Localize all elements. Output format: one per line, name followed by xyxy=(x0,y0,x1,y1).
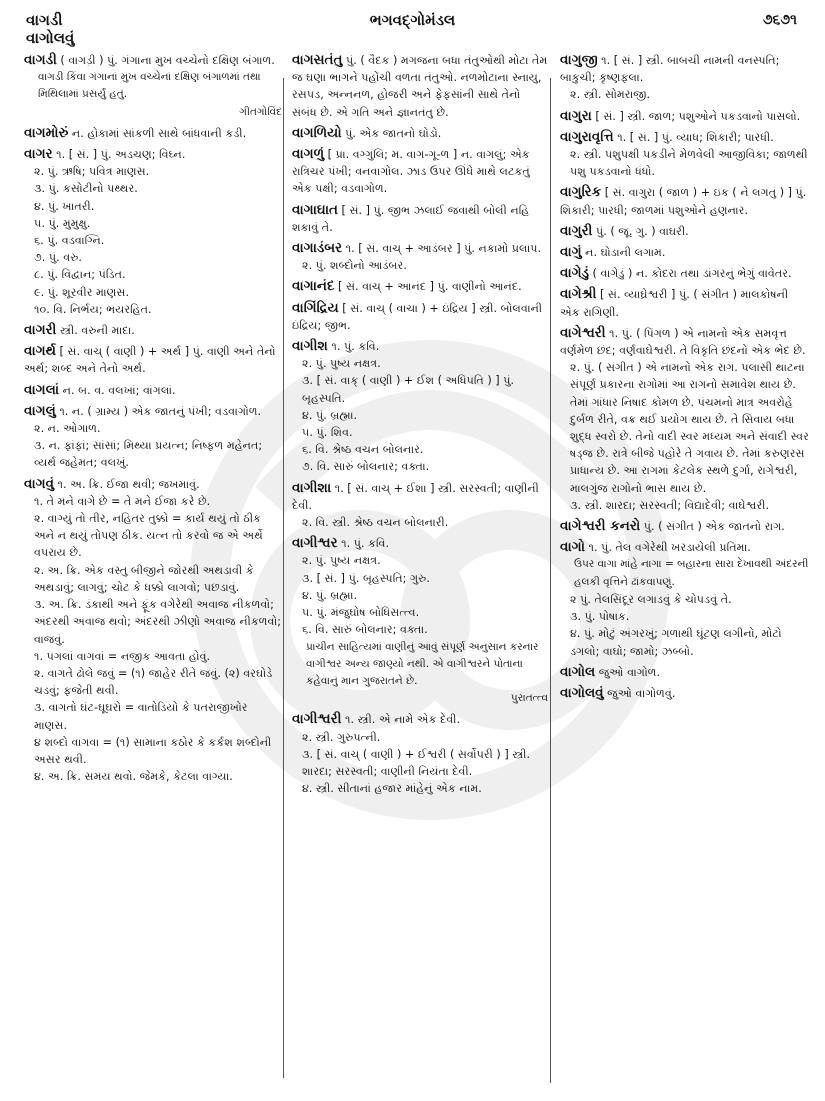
entry-definition xyxy=(560,286,810,320)
quote-source: ગીતગોવિંદ xyxy=(239,105,282,118)
entry-definition xyxy=(292,146,548,198)
sense-item: ૪. પું. મોટું અંગરખું; ગળાથી ઘૂંટણ લગીનો, મોટો ડગલો; વાઘો; જામો; ઝબ્બો. xyxy=(570,627,782,658)
entry-definition xyxy=(560,52,810,86)
definition-text: [ સં. વ્યાઘ્રેશ્વરી ] પું. ( સંગીત ) માલકોષની એક રાગિણી. xyxy=(560,288,789,319)
sense-item: ૨. વાગતે ઢોલે જવું = (૧) જાહેર રીતે જવું. (૨) વરઘોડે ચડવું; ફજેતી થવી. xyxy=(34,666,273,698)
entry-definition xyxy=(292,535,548,552)
headword: વાગેડું xyxy=(560,265,589,282)
entry-definition xyxy=(560,664,810,681)
headword: વાગાનંદ xyxy=(292,278,335,295)
sense-item: ૨. પું. ઋષિ; પવિત્ર માણસ. xyxy=(34,165,150,179)
dictionary-entry xyxy=(24,382,282,399)
definition-text: ૧. પું. તેલ વગેરેથી ખરડાયેલી પ્રતિમા. xyxy=(584,541,751,555)
sense-item: ૪. પું. બ્રહ્મા. xyxy=(302,408,358,422)
definition-text: [ સં. વાગુરા ( જાળ ) + ઇક ( ને લગતું ) ] પું. શિકારી; પારધી; જાળમાં પશુઓને હણનાર. xyxy=(560,186,807,217)
entry-definition xyxy=(560,325,810,359)
dictionary-entry xyxy=(24,322,282,339)
sense-item: ૨. વિ. સ્ત્રી. શ્રેષ્ઠ વચન બોલનારી. xyxy=(302,516,449,530)
quote-source: પુરાતત્ત્વ xyxy=(510,692,548,705)
entry-definition xyxy=(560,108,810,125)
headword: વાગર્થ xyxy=(24,343,56,360)
entry-definition xyxy=(560,129,810,146)
headword: વાગીશ્વરી xyxy=(292,711,342,728)
headword: વાગળિયો xyxy=(292,124,342,141)
definition-text: ૧. ન. ( ગ્રામ્ય ) એક જાતનું પંખી; વડવાગોળ. xyxy=(55,404,262,418)
dictionary-entry xyxy=(560,518,810,535)
entry-definition xyxy=(292,338,548,355)
sense-item: ૨. સ્ત્રી. ગુરુપત્ની. xyxy=(302,730,381,744)
definition-text: ( વાગેડું ) ન. કોદરા તથા ડાંગરનું ભેગું વાવેતર. xyxy=(589,267,792,281)
sense-item: ૩. અ. ક્રિ. ડંકાથી અને ફૂંક વગેરેથી અવાજ નીકળવો; અંદરથી અવાજ થવો; અંદરથી ઝીણો અવાજ નીકળવો; વાજવું. xyxy=(34,598,282,646)
sense-item: ૭. વિ. સારું બોલનાર; વક્તા. xyxy=(302,460,430,474)
dictionary-entry xyxy=(560,223,810,240)
sense-item: ૩. [ સં. ] પું. બૃહસ્પતિ; ગુરુ. xyxy=(302,571,430,585)
entry-definition xyxy=(292,240,548,257)
sense-item: ૩. પું. કસોટીનો પથ્થર. xyxy=(34,182,138,196)
definition-text: ( વાગડ઼ી ) પું. ગંગાના મુખ વચ્ચેનો દક્ષિણ બંગાળ. xyxy=(56,54,275,67)
headword: વાગીશ્વર xyxy=(292,535,338,552)
headword: વાગો xyxy=(560,539,585,556)
headword: વાગડી xyxy=(24,52,57,68)
headword: વાગમોરું xyxy=(24,124,69,141)
entry-definition xyxy=(560,265,810,282)
entry-definition xyxy=(24,403,282,420)
dictionary-entry xyxy=(560,664,810,681)
sense-item: ૩. વાગતો ઘંટ-ઘૂઘરો = વાતોડિયો કે પતરાજીખોર માણસ. xyxy=(34,701,248,732)
entry-definition xyxy=(560,223,810,240)
definition-text: [ સં. વાચ્ ( વાણી ) + અર્થ ] પું. વાણી અને તેનો અર્થ; શબ્દ અને તેનો અર્થ. xyxy=(24,345,276,376)
guide-word-last: વાગોલવું xyxy=(26,29,75,47)
dictionary-entry xyxy=(560,184,810,218)
entry-definition xyxy=(24,322,282,339)
definition-text: ૧. [ સં. વાચ્ + આડંબર ] પું. નકામો પ્રલાપ. xyxy=(342,242,542,256)
dictionary-entry xyxy=(292,711,548,797)
headword: વાગુરા xyxy=(560,107,592,124)
headword: વાગરી xyxy=(24,322,57,339)
sense-item: ૩. પું. પોષાક. xyxy=(570,610,630,624)
dictionary-entry xyxy=(560,685,810,702)
definition-text: જુઓ વાગોળવું. xyxy=(603,686,676,700)
sense-item: ૧. પગલાં વાગવાં = નજીક આવતા હોવું. xyxy=(34,649,211,663)
headword: વાગેશ્વરી xyxy=(560,324,606,341)
sense-item: ૨. સ્ત્રી. સોમરાજી. xyxy=(570,88,651,102)
page-header xyxy=(0,0,825,50)
sense-item: ૨. પું. ( સંગીત ) એ નામનો એક રાગ. પલાસી થાટના સંપૂર્ણ પ્રકારના રાગોમાં આ રાગનો સમાવેશ થાય છે. તેમાં ગાંધાર નિષાદ કોમળ છે. પંચમનો માત્ર અવરોહે દુર્બળ રીતે, વક્ર થઈ પ્રયોગ થાય છે. તે સિવાય બધા શુદ્ધ સ્વરો છે. તેનો વાદી સ્વર મધ્યમ અને સંવાદી સ્વર ષડ્જ છે. રાત્રે બીજે પહોરે તે ગવાય છે. તેમાં કરુણરસ પ્રાધાન્ય છે. આ રાગમાં કેટલેક સ્થળે દુર્ગા, રાગેશ્વરી, માલગુંજ રાગોનો ભાસ થાય છે. xyxy=(570,361,809,495)
headword: વાગુરાવૃત્તિ xyxy=(560,128,614,145)
definition-text: ૧. [ સં. વાચ્ + ઈશા ] સ્ત્રી. સરસ્વતી; વાણીની દેવી. xyxy=(292,481,539,512)
entry-definition xyxy=(560,184,810,218)
definition-text: જુઓ વાગોળ. xyxy=(595,665,661,679)
entry-definition xyxy=(24,343,282,377)
dictionary-entry xyxy=(292,202,548,236)
dictionary-entry xyxy=(292,300,548,334)
headword: વાગલાં xyxy=(24,381,60,398)
entry-definition xyxy=(24,52,282,69)
headword: વાગેશ્રી xyxy=(560,286,597,303)
column-divider xyxy=(550,78,551,1083)
sense-item: ૨. અ. ક્રિ. એક વસ્તુ બીજીને જોરથી અથડાવી કે અથડાવું; લાગવું; ચોટ કે ધક્કો લાગવો; પછડાવું. xyxy=(34,563,254,594)
dictionary-entry xyxy=(560,325,810,514)
sense-item: ૪. અ. ક્રિ. સમય થવો. જેમકે, કેટલા વાગ્યા. xyxy=(34,770,233,784)
entry-definition xyxy=(24,382,282,399)
dictionary-entry xyxy=(292,240,548,274)
headword: વાગર xyxy=(24,146,53,163)
dictionary-entry xyxy=(292,480,548,532)
definition-text: ન. બ. વ. વલખાં; વાંગલાં. xyxy=(59,383,176,397)
dictionary-entry xyxy=(292,52,548,121)
dictionary-entry xyxy=(24,52,282,121)
definition-text: પું. ( વૈદક ) મગજના બધા તંતુઓથી મોટા તેમ જ ઘણા ભાગને પહોંચી વળતા તંતુઓ. નળમોટાના સ્નાયુ, રસપડ, અન્નનળ, હોજરી અને ફેફસાંની સાથે તેનો સંબંધ છે. એ ગતિ અને જ્ઞાનતંતુ છે. xyxy=(292,54,548,119)
entry-definition xyxy=(24,476,282,493)
headword: વાગુજી xyxy=(560,52,598,68)
headword: વાગીશા xyxy=(292,479,332,496)
definition-text: ૧. પું. કવિ. xyxy=(327,340,380,354)
headword: વાગળું xyxy=(292,146,325,163)
entry-definition xyxy=(24,125,282,142)
entry-definition xyxy=(292,125,548,142)
page-number: ૭૬૭૧ xyxy=(762,12,797,28)
dictionary-entry xyxy=(560,539,810,659)
usage-quote: પ્રાચીન સાહિત્યમાં વાણીનું આવું સંપૂર્ણ અનુસાન કરનાર વાગીશ્વર અન્ય જાણ્યો નથી. એ વાગીશ્વરને પોતાના કહેવાનું માન ગુજરાતને છે. xyxy=(306,640,539,687)
dictionary-column-3 xyxy=(560,52,810,1093)
entry-definition xyxy=(292,278,548,295)
sense-item: ૨ પું. તેલસિંદૂર લગાડવું કે ચોપડવું તે. xyxy=(570,592,732,606)
headword: વાગલું xyxy=(24,402,56,419)
sense-item: ૪. પું. બ્રહ્મા. xyxy=(302,588,358,602)
headword: વાગુરી xyxy=(560,222,593,239)
sense-item: ૯. પું. શૂરવીર માણસ. xyxy=(34,285,130,299)
definition-text: ૧. [ સં. ] સ્ત્રી. બાબચી નામની વનસ્પતિ; બાકુચી; કૃષ્ણફલા. xyxy=(560,54,780,85)
dictionary-entry xyxy=(560,129,810,181)
sense-item: ૫. પું. મંજુઘોષ બોધિસત્ત્વ. xyxy=(302,606,420,620)
sense-item: ૮. પું. વિદ્વાન; પંડિત. xyxy=(34,268,126,282)
page-title: ભગવદ્ગોમંડલ xyxy=(369,11,456,29)
sense-item: ૭. પું. વરુ. xyxy=(34,251,82,265)
sense-item: ૧૦. વિ. નિર્ભય; ભયરહિત. xyxy=(34,302,152,316)
dictionary-entry xyxy=(292,146,548,198)
dictionary-entry xyxy=(24,343,282,377)
usage-quote: ઉપર વાગા માંહે નાગા = બહારના સારા દેખાવથી અંદરની હલકી વૃત્તિને ઢાંકવાપણું. xyxy=(574,558,809,588)
dictionary-entry xyxy=(560,265,810,282)
definition-text: ન. હોકામાં સાંકળી સાથે બાંધવાની કડી. xyxy=(68,126,247,140)
headword: વાગાઘાત xyxy=(292,201,338,218)
definition-text: ૧. [ સં. ] પું. અડચણ; વિઘ્ન. xyxy=(52,148,186,162)
definition-text: [ સં. ] પું. જીભ ઝલાઈ જવાથી બોલી નહિ શકાવું તે. xyxy=(292,203,530,234)
sense-item: ૩. [ સં. વાક્ ( વાણી ) + ઈશ ( અધિપતિ ) ] પું. બૃહસ્પતિ. xyxy=(302,374,515,405)
definition-text: પું. ( સંગીત ) એક જાતનો રાગ. xyxy=(640,520,785,534)
headword: વાગવું xyxy=(24,475,54,492)
dictionary-entry xyxy=(292,535,548,707)
dictionary-entry xyxy=(24,125,282,142)
entry-definition xyxy=(560,244,810,261)
sense-item: ૬. વિ. શ્રેષ્ઠ વચન બોલનાર. xyxy=(302,443,424,457)
dictionary-entry xyxy=(560,286,810,320)
headword: વાગોલવું xyxy=(560,684,604,701)
definition-text: ૧. અ. ક્રિ. ઈજા થવી; જખમાવું. xyxy=(53,477,200,491)
headword: વાગસતંતુ xyxy=(292,52,343,68)
definition-text: પું. ( જૂ. ગુ. ) વાઘરી. xyxy=(592,224,689,238)
sense-item: ૨. સ્ત્રી. પશુપક્ષી પકડીને મેળવેલી આજીવિકા; જાળથી પશુ પકડવાનો ધંધો. xyxy=(570,148,808,179)
entry-definition xyxy=(292,480,548,514)
entry-definition xyxy=(292,52,548,121)
sense-item: ૨. પું. પુષ્ય નક્ષત્ર. xyxy=(302,357,381,371)
sense-item: ૩. સ્ત્રી. શારદા; સરસ્વતી; વિદ્યાદેવી; વાઘેશ્વરી. xyxy=(570,498,770,512)
dictionary-column-1 xyxy=(24,52,282,1093)
sense-item: ૬. પું. વડવાગ્નિ. xyxy=(34,234,105,248)
sense-item: ૫. પું. શિવ. xyxy=(302,426,353,440)
definition-text: [ સં. વાચ્ ( વાચા ) + ઇંદ્રિય ] સ્ત્રી. બોલવાની ઇંદ્રિય; જીભ. xyxy=(292,301,543,332)
guide-word-first: વાગડી xyxy=(26,11,63,29)
entry-definition xyxy=(292,711,548,728)
dictionary-entry xyxy=(292,338,548,476)
headword: વાગુરિક xyxy=(560,184,602,201)
headword: વાગાડંબર xyxy=(292,240,343,257)
entry-definition xyxy=(292,202,548,236)
entry-definition xyxy=(560,518,810,535)
dictionary-entry xyxy=(560,244,810,261)
usage-quote: વાગડી કિંવા ગંગાનાં મુખ વચ્ચેનાં દક્ષિણ બંગાળમાં તથા મિથિલામાં પ્રસર્યું હતું. xyxy=(38,71,261,101)
definition-text: ૧. સ્ત્રી. એ નામે એક દેવી. xyxy=(341,713,461,727)
definition-text: [ સં. વાચ્ + આનંદ ] પું. વાણીનો આનંદ. xyxy=(334,280,522,294)
dictionary-column-2 xyxy=(292,52,548,1093)
dictionary-entry xyxy=(24,476,282,786)
sense-item: ૧. તે મને વાગે છે = તે મને ઈજા કરે છે. xyxy=(34,494,211,508)
definition-text: [ સં. ] સ્ત્રી. જાળ; પશુઓને પકડવાનો પાસલો. xyxy=(591,109,801,123)
dictionary-entry xyxy=(560,52,810,104)
column-divider xyxy=(283,78,284,1078)
definition-text: ૧. પું. કવિ. xyxy=(337,537,390,551)
definition-text: પું. એક જાતનો ઘોડો. xyxy=(341,126,442,140)
definition-text: સ્ત્રી. વરુની માદા. xyxy=(56,324,135,338)
entry-definition xyxy=(24,146,282,163)
dictionary-entry xyxy=(24,146,282,318)
dictionary-entry xyxy=(292,125,548,142)
sense-item: ૬. વિ. સારું બોલનાર; વક્તા. xyxy=(302,623,428,637)
sense-item: ૩. [ સં. વાચ્ ( વાણી ) + ઈશ્વરી ( સર્વોપરી ) ] સ્ત્રી. શારદા; સરસ્વતી; વાણીની નિયંતા દેવી. xyxy=(302,747,531,778)
headword: વાગીશ xyxy=(292,338,328,355)
entry-definition xyxy=(560,539,810,556)
sense-item: ૨. વાગ્યું તો તીર, નહિતર તુક્કો = કાર્ય થયું તો ઠીક અને ન થયું તોપણ ઠીક. યત્ન તો કરવો જ એ અર્થે વપરાય છે. xyxy=(34,512,263,560)
dictionary-entry xyxy=(24,403,282,472)
dictionary-entry xyxy=(560,108,810,125)
dictionary-entry xyxy=(292,278,548,295)
headword: વાગેશ્વરી કનરો xyxy=(560,518,641,535)
headword: વાગું xyxy=(560,244,582,261)
headword: વાગોલ xyxy=(560,663,596,680)
definition-text: ૧. [ સં. ] પું. વ્યાધ; શિકારી; પારધી. xyxy=(613,130,774,144)
sense-item: ૪. પું. ખાતરી. xyxy=(34,199,95,213)
sense-item: ૩. ન. ફાંફાં; સાંસાં; મિથ્યા પ્રયત્ન; નિષ્ફળ મહેનત; વ્યર્થ જહેમત; વલખું. xyxy=(34,439,263,470)
sense-item: ૫. પું. મુમુક્ષુ. xyxy=(34,216,91,230)
entry-definition xyxy=(560,685,810,702)
definition-text: [ પ્રા. વગ્ગુલિ; મ. વાગ-ગૂ-ળ ] ન. વાગલું; એક રાત્રિચર પંખી; વનવાગોલ. ઝાડ ઉપર ઊંધે માથે લટકતું એક પક્ષી; વડવાગોળ. xyxy=(292,148,530,196)
sense-item: ૨. પું. પુષ્ય નક્ષત્ર. xyxy=(302,554,381,568)
definition-text: ૧. પું. ( પિંગળ ) એ નામનો એક સમવૃત્ત વર્ણમેળ છંદ; વર્ણવાઘેશ્વરી. તે વિકૃતિ છંદનો એક ભેદ છે. xyxy=(560,326,806,358)
sense-item: ૪ શબ્દો વાગવા = (૧) સામાના કઠોર કે કર્કશ શબ્દોની અસર થવી. xyxy=(34,735,272,766)
sense-item: ૨. પું. શબ્દોનો આડંબર. xyxy=(302,259,407,273)
entry-definition xyxy=(292,300,548,334)
headword: વાગિંદ્રિય xyxy=(292,299,339,316)
sense-item: ૨. ન. ઓગાળ. xyxy=(34,422,101,436)
definition-text: ન. ઘોડાની લગામ. xyxy=(581,246,666,260)
sense-item: ૪. સ્ત્રી. સીતાનાં હજાર માંહેનું એક નામ. xyxy=(302,782,482,796)
